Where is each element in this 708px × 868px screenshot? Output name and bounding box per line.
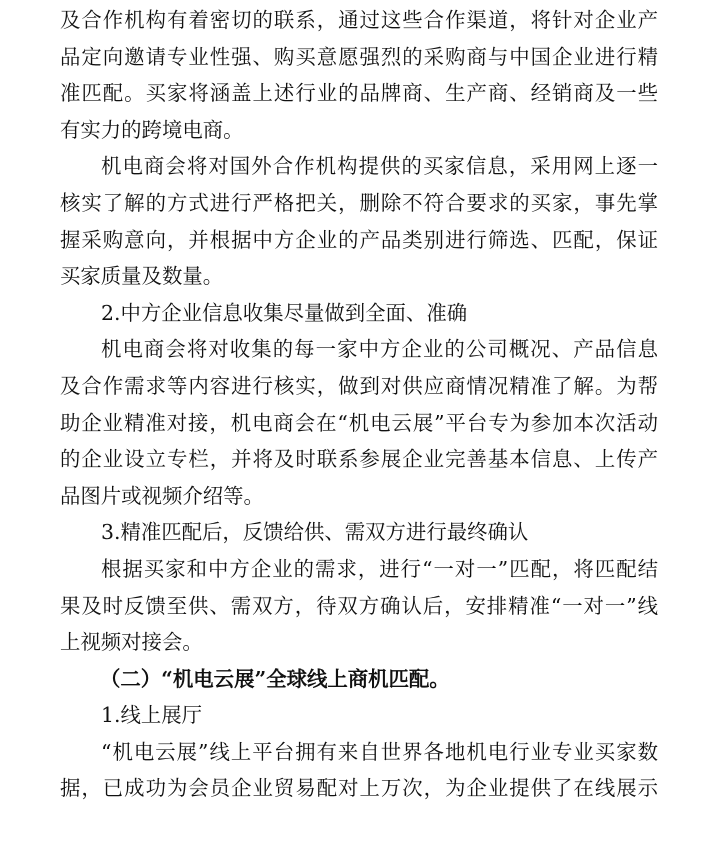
paragraph-line: 的企业设立专栏，并将及时联系参展企业完善基本信息、上传产 <box>60 447 658 472</box>
section-subheading: 3.精准匹配后，反馈给供、需双方进行最终确认 <box>101 520 529 545</box>
paragraph-line: 品定向邀请专业性强、购买意愿强烈的采购商与中国企业进行精 <box>60 44 658 69</box>
paragraph-line: 机电商会将对国外合作机构提供的买家信息，采用网上逐一 <box>101 154 658 179</box>
paragraph-line: 根据买家和中方企业的需求，进行“一对一”匹配，将匹配结 <box>101 556 658 581</box>
paragraph-line: 及合作需求等内容进行核实，做到对供应商情况精准了解。为帮 <box>60 373 658 398</box>
section-heading: （二）“机电云展”全球线上商机匹配。 <box>100 666 450 691</box>
paragraph-line: 准匹配。买家将涵盖上述行业的品牌商、生产商、经销商及一些 <box>60 81 658 106</box>
paragraph-line: 上视频对接会。 <box>60 630 203 655</box>
paragraph-line: 买家质量及数量。 <box>60 264 224 289</box>
paragraph-line: 果及时反馈至供、需双方，待双方确认后，安排精准“一对一”线 <box>60 593 658 618</box>
paragraph-line: 握采购意向，并根据中方企业的产品类别进行筛选、匹配，保证 <box>60 227 658 252</box>
paragraph-line: “机电云展”线上平台拥有来自世界各地机电行业专业买家数 <box>101 739 658 764</box>
paragraph-line: 助企业精准对接，机电商会在“机电云展”平台专为参加本次活动 <box>60 410 658 435</box>
paragraph-line: 品图片或视频介绍等。 <box>60 483 264 508</box>
paragraph-line: 据，已成功为会员企业贸易配对上万次，为企业提供了在线展示 <box>60 776 658 801</box>
paragraph-line: 核实了解的方式进行严格把关，删除不符合要求的买家，事先掌 <box>60 190 658 215</box>
paragraph-line: 及合作机构有着密切的联系，通过这些合作渠道，将针对企业产 <box>60 8 658 32</box>
paragraph-line: 机电商会将对收集的每一家中方企业的公司概况、产品信息 <box>101 337 658 362</box>
paragraph-line: 有实力的跨境电商。 <box>60 117 244 142</box>
section-subheading: 2.中方企业信息收集尽量做到全面、准确 <box>101 300 468 325</box>
document-page <box>0 2 708 868</box>
section-subheading: 1.线上展厅 <box>101 703 203 728</box>
